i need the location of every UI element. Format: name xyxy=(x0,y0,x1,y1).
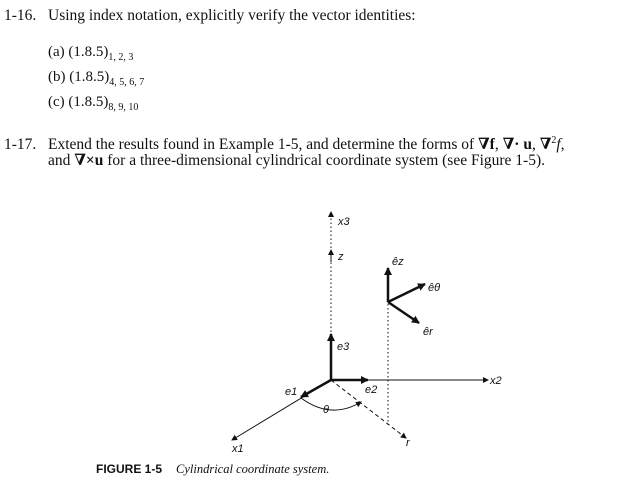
problem-1-17-line2: and ∇×u for a three-dimensional cylindrical coordinate system (see Figure 1-5). xyxy=(48,152,545,169)
laplacian: ∇ xyxy=(539,136,552,154)
curl-u: ∇×u xyxy=(74,152,104,169)
problem-text: Using index notation, explicitly verify the vector identities: xyxy=(48,7,416,24)
problem-1-16 xyxy=(4,6,416,26)
cylindrical-coordinate-figure xyxy=(0,190,620,460)
er-label: êr xyxy=(423,326,433,338)
e1-label: e1 xyxy=(285,386,298,398)
part-c: (c) $(1.8.5)_{8, 9, 10}$ xyxy=(48,94,139,113)
part-b: (b) $(1.8.5)_{4, 5, 6, 7}$ xyxy=(48,69,145,88)
e2-label: e2 xyxy=(365,384,378,396)
r-label: r xyxy=(406,437,410,449)
div-u: ∇· u xyxy=(502,136,532,154)
figure-caption xyxy=(96,462,329,477)
caption-text: Cylindrical coordinate system. xyxy=(176,462,330,476)
e1-vector xyxy=(301,380,331,397)
x3-label: x3 xyxy=(338,216,350,228)
etheta-vector xyxy=(388,284,425,302)
problem-number: 1-16. xyxy=(4,7,37,24)
caption-label: FIGURE 1-5 xyxy=(96,462,163,476)
problem-number: 1-17. xyxy=(4,136,37,154)
theta-label: θ xyxy=(323,404,329,416)
etheta-label: êθ xyxy=(428,282,441,294)
grad-f: ∇f xyxy=(478,136,495,154)
z-label: z xyxy=(338,251,344,263)
part-a: (a) $(1.8.5)_{1, 2, 3}$ xyxy=(48,44,134,63)
er-vector xyxy=(388,302,419,323)
problem-1-17: 1-17. Extend the results found in Example 1-5, and determine the forms of ∇f, ∇· u, ∇$^2$f, xyxy=(4,135,565,154)
x1-label: x1 xyxy=(232,443,244,455)
x2-label: x2 xyxy=(490,375,502,387)
theta-arc xyxy=(301,398,361,410)
e3-label: e3 xyxy=(337,341,350,353)
ez-label: êz xyxy=(392,256,404,268)
